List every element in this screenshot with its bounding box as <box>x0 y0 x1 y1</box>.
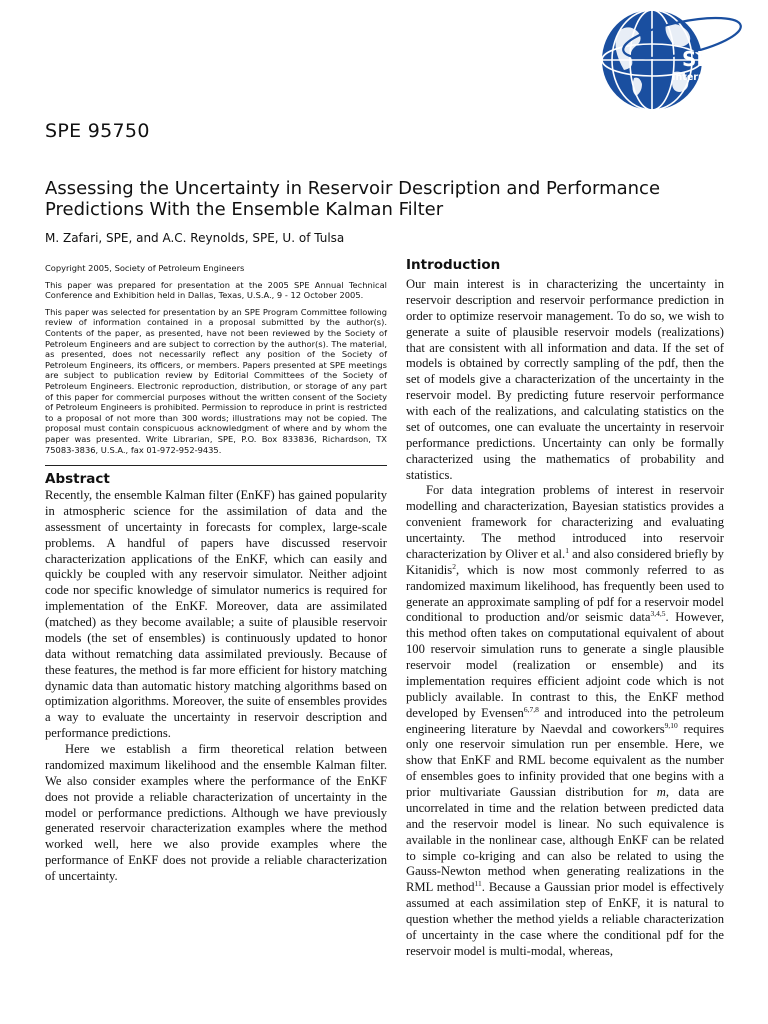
citation: 9,10 <box>664 720 678 730</box>
citation: 1 <box>565 545 569 555</box>
introduction-body <box>406 277 724 960</box>
introduction-paragraph <box>406 483 724 959</box>
text-run: , data are uncorrelated in time and the relation between predicted data and the reservoir model is linear. No such equivalence is available in the nonlinear case, although EnKF can be related to simple co-kriging and can also be related to using the Gauss-Newton method when generating realizations in the RML method <box>406 785 724 895</box>
math-variable: m <box>656 785 666 799</box>
citation: 3,4,5 <box>650 609 666 619</box>
logo-text-spe: SPE <box>682 47 725 71</box>
abstract-paragraph: Recently, the ensemble Kalman filter (EnKF) has gained popularity in atmospheric science for the assimilation of data and the assessment of uncertainty in forecasts for complex, large-scale problems. A handful of papers have discussed reservoir characterization applications of the EnKF, which can easily and quickly be coupled with any reservoir simulator. Neither adjoint code nor specific knowledge of simulator numerics is required for implementation of the EnKF. Moreover, data are assimilated (matched) as they become available; a suite of plausible reservoir models (the set of ensembles) is continuously updated to honor data without rematching data assimilated previously. Because of these features, the method is far more efficient for history matching dynamic data than automatic history matching algorithms based on optimization algorithms. Moreover, the suite of ensembles provides a way to evaluate the uncertainty in reservoir description and performance predictions. <box>45 488 387 741</box>
citation: 11 <box>474 879 482 889</box>
paper-title: Assessing the Uncertainty in Reservoir Description and Performance Predictions With the Ensemble Kalman Filter <box>45 178 661 220</box>
spe-international-logo <box>582 8 756 112</box>
selection-disclaimer: This paper was selected for presentation by an SPE Program Committee following review of information contained in a proposal submitted by the author(s). Contents of the paper, as presented, have not been reviewed by the Society of Petroleum Engineers and are subject to correction by the author(s). The material, as presented, does not necessarily reflect any position of the Society of Petroleum Engineers, its officers, or members. Papers presented at SPE meetings are subject to publication review by Editorial Committees of the Society of Petroleum Engineers. Electronic reproduction, distribution, or storage of any part of this paper for commercial purposes without the written consent of the Society of Petroleum Engineers is prohibited. Permission to reproduce in print is restricted to a proposal of not more than 300 words; illustrations may not be copied. The proposal must contain conspicuous acknowledgment of where and by whom the paper was presented. Write Librarian, SPE, P.O. Box 833836, Richardson, TX 75083-3836, U.S.A., fax 01-972-952-9435. <box>45 306 387 455</box>
text-run: . However, this method often takes on computational equivalent of about 100 reservoir simulation runs to generate a single plausible reservoir model (realization or ensemble) and its implementation requires efficient adjoint code which is not publicly available. In contrast to this, the EnKF method developed by Evensen <box>406 610 724 720</box>
abstract-heading: Abstract <box>45 471 110 487</box>
text-run: and introduced into the petroleum engineering literature by Naevdal and coworkers <box>406 705 724 736</box>
text-run: and also considered briefly by Kitanidis <box>406 546 724 577</box>
text-run: For data integration problems of interest in reservoir modelling and characterization, Bayesian statistics provides a convenient framework for characterizing and evaluating uncertainty. The method introduced into reservoir characterization by Oliver et al. <box>406 483 724 561</box>
abstract-body <box>45 488 387 885</box>
paper-number: SPE 95750 <box>45 120 150 142</box>
copyright-notice <box>45 263 387 461</box>
introduction-heading: Introduction <box>406 257 501 273</box>
citation: 6,7,8 <box>523 704 539 714</box>
text-run: requires only one reservoir simulation run per ensemble. Here, we show that EnKF and RML become equivalent as the number of ensembles goes to infinity provided that one begins with a prior multivariate Gaussian distribution for <box>406 721 724 799</box>
logo-text-international: International <box>672 72 742 83</box>
citation: 2 <box>452 561 456 571</box>
copyright-line: Copyright 2005, Society of Petroleum Engineers <box>45 263 245 273</box>
text-run: , which is now most commonly referred to as randomized maximum likelihood, has frequently been used to generate an approximate sampling of pdf for a reservoir model conditional to production and/or seismic data <box>406 562 724 625</box>
authors: M. Zafari, SPE, and A.C. Reynolds, SPE, U. of Tulsa <box>45 231 345 245</box>
abstract-paragraph: Here we establish a firm theoretical relation between randomized maximum likelihood and the ensemble Kalman filter. We also consider examples where the performance of the EnKF does not provide a reliable characterization of uncertainty in the model or performance predictions. Although we have previously generated reservoir characterization examples where the method worked well, here we also provide examples where the performance of EnKF does not provide a reliable characterization of uncertainty. <box>45 742 387 883</box>
introduction-paragraph: Our main interest is in characterizing the uncertainty in reservoir description and reservoir performance prediction in order to optimize reservoir management. To do so, we wish to generate a suite of plausible reservoir models (realizations) that are consistent with all information and data. If the set of models is obtained by correctly sampling of the pdf, then the set of models give a characterization of the uncertainty in the reservoir model. By predicting future reservoir performance with each of the realizations, and calculating statistics on the set of outcomes, one can evaluate the uncertainty in reservoir performance predictions. Uncertainty can only be formally characterized using the mathematics of probability and statistics. <box>406 277 724 482</box>
conference-note: This paper was prepared for presentation at the 2005 SPE Annual Technical Conference and Exhibition held in Dallas, Texas, U.S.A., 9 - 12 October 2005. <box>45 279 387 301</box>
text-run: . Because a Gaussian prior model is effectively assumed at each assimilation step of EnKF, it is natural to question whether the method yields a reliable characterization of uncertainty in the case where the conditional pdf for the reservoir model is multi-modal, whereas, <box>406 880 724 958</box>
divider <box>45 465 387 466</box>
